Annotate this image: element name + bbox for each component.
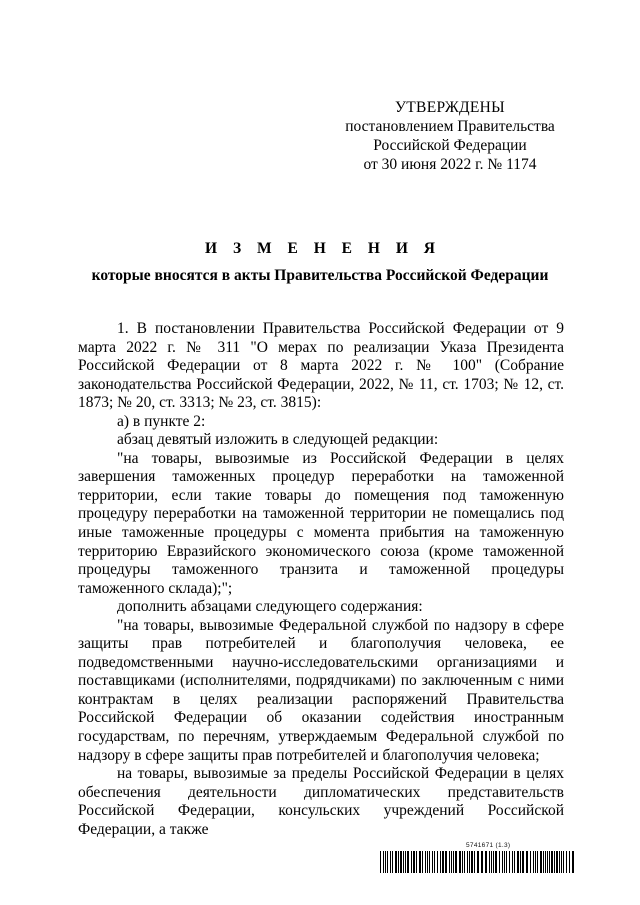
barcode-bar bbox=[411, 851, 412, 873]
barcode-bar bbox=[387, 851, 388, 873]
barcode-bar bbox=[425, 851, 426, 873]
barcode-bar bbox=[395, 851, 397, 873]
paragraph-2: а) в пункте 2: bbox=[117, 412, 206, 430]
barcode-icon bbox=[380, 851, 576, 873]
barcode-bar bbox=[471, 851, 473, 873]
barcode-bar bbox=[551, 851, 553, 873]
barcode-bar bbox=[522, 851, 524, 873]
barcode-bar bbox=[442, 851, 444, 873]
barcode-bar bbox=[502, 851, 503, 873]
barcode-bar bbox=[451, 851, 452, 873]
barcode-bar bbox=[427, 851, 428, 873]
barcode-bar bbox=[559, 851, 560, 873]
barcode-bar bbox=[493, 851, 494, 873]
barcode-bar bbox=[437, 851, 438, 873]
barcode-bar bbox=[543, 851, 544, 873]
barcode-bar bbox=[405, 851, 406, 873]
barcode-bar bbox=[533, 851, 534, 873]
barcode-bar bbox=[563, 851, 564, 873]
document-body bbox=[78, 320, 564, 839]
barcode-bar bbox=[530, 851, 531, 873]
barcode-bar bbox=[453, 851, 454, 873]
barcode-bar bbox=[413, 851, 415, 873]
barcode-bar bbox=[422, 851, 423, 873]
paragraph-5: дополнить абзацами следующего содержания: bbox=[117, 598, 423, 616]
barcode-bar bbox=[509, 851, 510, 873]
barcode-bar bbox=[469, 851, 470, 873]
approval-title: УТВЕРЖДЕНЫ bbox=[395, 99, 505, 116]
paragraph-3: абзац девятый изложить в следующей редакции: bbox=[117, 431, 439, 449]
barcode-bar bbox=[398, 851, 399, 873]
barcode-bar bbox=[566, 851, 567, 873]
barcode-bar bbox=[495, 851, 497, 873]
approval-stamp bbox=[330, 98, 570, 174]
barcode-bar bbox=[464, 851, 465, 873]
barcode-bar bbox=[540, 851, 542, 873]
barcode-bar bbox=[400, 851, 402, 873]
barcode-bar bbox=[467, 851, 468, 873]
barcode-bar bbox=[445, 851, 447, 873]
document-subtitle: которые вносятся в акты Правительства Российской Федерации bbox=[91, 267, 549, 284]
barcode-bar bbox=[449, 851, 450, 873]
barcode-bar bbox=[485, 851, 487, 873]
approval-line-1: постановлением Правительства bbox=[345, 118, 555, 135]
barcode-bar bbox=[499, 851, 500, 873]
barcode-bar bbox=[569, 851, 570, 873]
paragraph-6: "на товары, вывозимые Федеральной службой по надзору в сфере защиты прав потребителей и благополучия человека, ее подведомственными научно-исследовательскими организациями и поставщиками (исполнителями, подрядчиками) по заключенным с ними контрактам в целях реализации распоряжений Правительства Российской Федерации об оказании содействия иностранным государствам, по перечням, утверждаемым Федеральной службой по надзору в сфере защиты прав потребителей и благополучия человека; bbox=[78, 616, 564, 764]
barcode-bar bbox=[549, 851, 550, 873]
barcode-bar bbox=[491, 851, 492, 873]
barcode-bar bbox=[392, 851, 393, 873]
barcode-bar bbox=[526, 851, 528, 873]
barcode-bar bbox=[547, 851, 548, 873]
barcode-bar bbox=[416, 851, 417, 873]
barcode-bar bbox=[537, 851, 538, 873]
barcode-bar bbox=[385, 851, 386, 873]
approval-line-3: от 30 июня 2022 г. № 1174 bbox=[363, 156, 537, 173]
barcode-bar bbox=[432, 851, 433, 873]
paragraph-4: "на товары, вывозимые из Российской Федерации в целях завершения таможенных процедур переработки на таможенной территории, если такие товары до помещения под таможенную процедуру переработки на таможенной территории не помещались под иные таможенные процедуры с момента прибытия на таможенную территорию Евразийского экономического союза (кроме таможенной процедуры таможенного транзита и таможенной процедуры таможенного склада);"; bbox=[78, 449, 564, 597]
paragraph-7: на товары, вывозимые за пределы Российской Федерации в целях обеспечения деятельности дипломатических представительств Российской Федерации, консульских учреждений Российской Федерации, а также bbox=[78, 765, 564, 838]
barcode-bar bbox=[572, 851, 574, 873]
barcode-bar bbox=[407, 851, 409, 873]
document-code: 5741671 (1.3) bbox=[466, 842, 511, 849]
barcode-bar bbox=[434, 851, 435, 873]
barcode-bar bbox=[512, 851, 513, 873]
barcode-bar bbox=[517, 851, 519, 873]
barcode-bar bbox=[504, 851, 505, 873]
barcode-bar bbox=[520, 851, 521, 873]
barcode-bar bbox=[489, 851, 490, 873]
barcode-bar bbox=[383, 851, 384, 873]
barcode-bar bbox=[545, 851, 546, 873]
document-title: И З М Е Н Е Н И Я bbox=[205, 240, 441, 257]
barcode-bar bbox=[474, 851, 475, 873]
barcode-bar bbox=[462, 851, 463, 873]
barcode-bar bbox=[403, 851, 404, 873]
barcode-bar bbox=[429, 851, 430, 873]
barcode-bar bbox=[554, 851, 555, 873]
barcode-bar bbox=[380, 851, 381, 873]
barcode-bar bbox=[506, 851, 507, 873]
barcode-bar bbox=[455, 851, 457, 873]
barcode-bar bbox=[390, 851, 391, 873]
approval-line-2: Российской Федерации bbox=[373, 137, 527, 154]
barcode-bar bbox=[535, 851, 536, 873]
barcode-bar bbox=[561, 851, 562, 873]
paragraph-1: 1. В постановлении Правительства Российской Федерации от 9 марта 2022 г. № 311 "О мерах по реализации Указа Президента Российской Федерации от 8 марта 2022 г. № 100" (Собрание законодательства Российской Федерации, 2022, № 11, ст. 1703; № 12, ст. 1873; № 20, ст. 3313; № 23, ст. 3815): bbox=[78, 320, 564, 412]
barcode-bar bbox=[419, 851, 421, 873]
barcode-bar bbox=[477, 851, 479, 873]
barcode-bar bbox=[481, 851, 483, 873]
barcode-bar bbox=[459, 851, 461, 873]
barcode-bar bbox=[556, 851, 558, 873]
barcode-bar bbox=[440, 851, 441, 873]
barcode-bar bbox=[514, 851, 515, 873]
